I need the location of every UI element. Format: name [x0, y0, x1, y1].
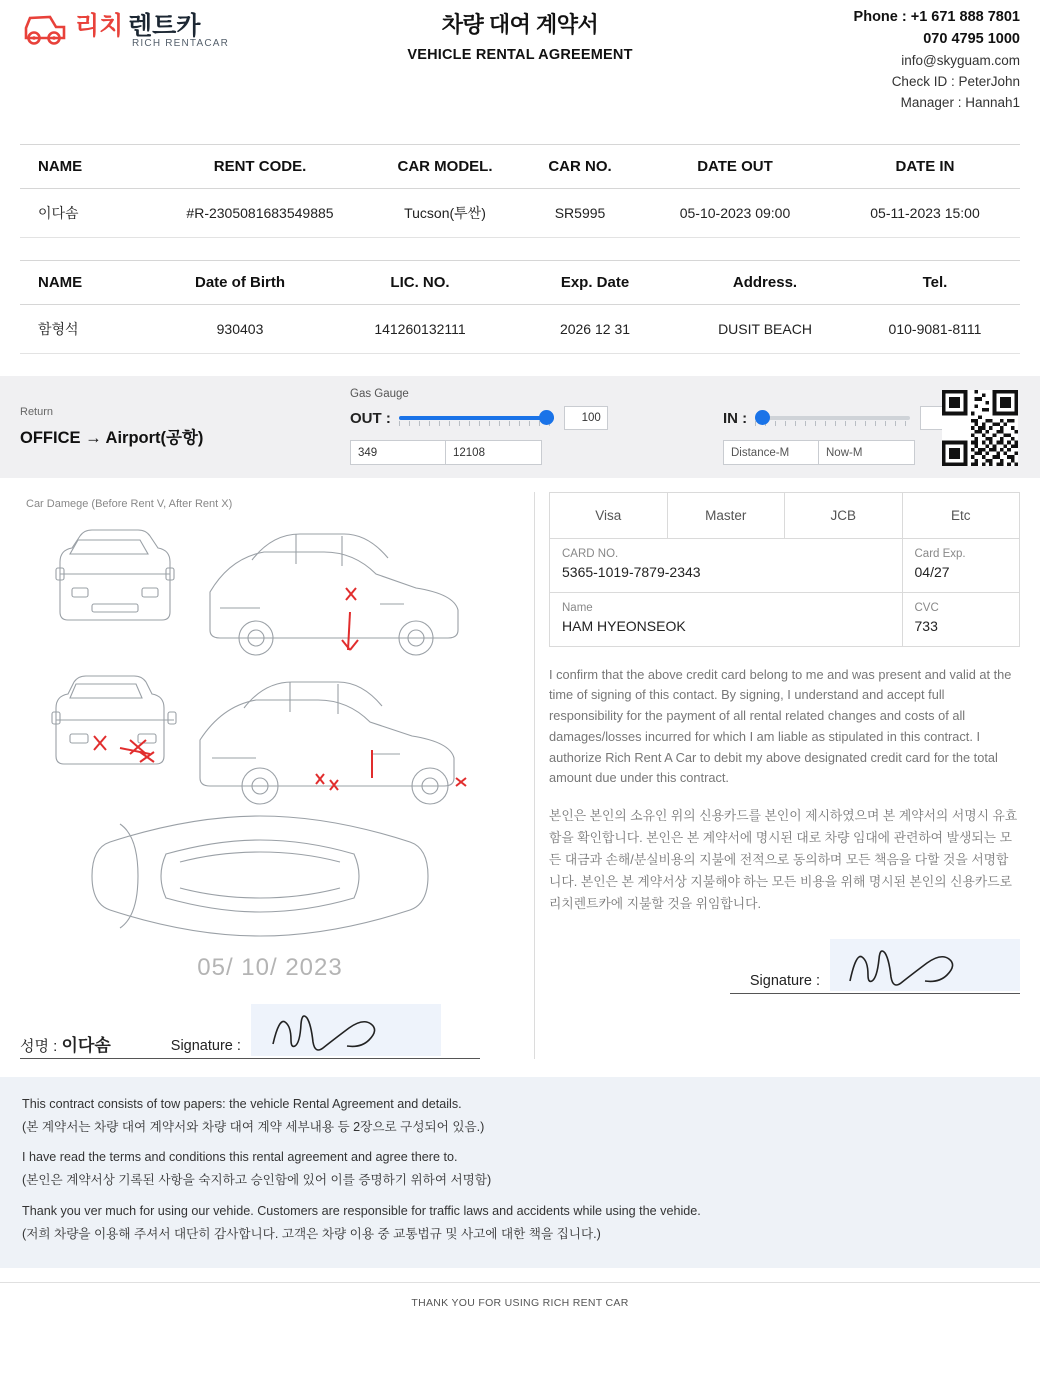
contact-email: info@skyguam.com	[901, 52, 1020, 68]
cell-tel: 010-9081-8111	[850, 304, 1020, 353]
cell-name: 이다솜	[20, 188, 150, 237]
out-gauge-slider[interactable]	[399, 410, 554, 426]
return-label: Return	[20, 405, 54, 418]
page-header	[0, 0, 1040, 114]
signature-underline-left	[20, 1058, 480, 1059]
terms-group-2	[22, 1148, 1018, 1190]
column-divider	[534, 492, 535, 1059]
gas-out-section	[350, 388, 655, 465]
brand-visa[interactable]: Visa	[550, 492, 668, 538]
gas-out-row	[350, 406, 655, 430]
card-number-row	[550, 538, 1020, 592]
table-row	[20, 304, 1020, 353]
out-label: OUT :	[350, 409, 391, 427]
signer-name: 이다솜	[61, 1035, 111, 1055]
slider-ticks	[399, 421, 554, 426]
terms-block	[0, 1077, 1040, 1268]
signature-label: Signature :	[170, 1037, 241, 1054]
col-rent-code: RENT CODE.	[150, 144, 370, 188]
tables-wrap	[0, 144, 1040, 354]
terms-1-ko: (본 계약서는 차량 대여 계약서와 차량 대여 계약 세부내용 등 2장으로 구성되어 있음.)	[22, 1119, 485, 1134]
gas-gauge-band	[0, 376, 1040, 478]
out-fields	[350, 440, 655, 465]
card-exp-value[interactable]: 04/27	[914, 563, 950, 580]
svg-text:렌트카: 렌트카	[128, 12, 201, 40]
terms-2-en: I have read the terms and conditions this rental agreement and agree there to.	[22, 1150, 458, 1165]
damage-label: Car Damege (Before Rent V, After Rent X)	[26, 497, 233, 510]
card-name-label: Name	[562, 601, 593, 614]
card-no-value[interactable]: 5365-1019-7879-2343	[562, 563, 701, 580]
card-signature-label: Signature :	[749, 973, 820, 990]
slider-fill	[399, 416, 554, 420]
cvc-label: CVC	[914, 601, 939, 614]
card-name-cell	[550, 592, 903, 646]
card-exp-cell	[902, 538, 1020, 592]
out-distance-field[interactable]: 349	[350, 440, 446, 465]
gas-gauge-label: Gas Gauge	[350, 388, 409, 401]
cell-dob: 930403	[150, 304, 330, 353]
signature-pad-right[interactable]	[830, 939, 1020, 991]
contact-phone: Phone : +1 671 888 7801	[853, 9, 1020, 25]
card-signature-row	[549, 939, 1020, 991]
card-brand-row	[550, 492, 1020, 538]
signer-block	[20, 1031, 111, 1056]
slider-track	[755, 416, 910, 420]
return-info	[20, 406, 350, 448]
damage-date: 05/ 10/ 2023	[197, 953, 343, 981]
page-title-en: VEHICLE RENTAL AGREEMENT	[407, 47, 633, 63]
cell-exp-date: 2026 12 31	[510, 304, 680, 353]
card-cvc-cell	[902, 592, 1020, 646]
svg-text:RICH RENTACAR: RICH RENTACAR	[132, 38, 230, 49]
col-dob: Date of Birth	[150, 260, 330, 304]
damage-section	[20, 492, 520, 1059]
main-body	[0, 478, 1040, 1059]
terms-3-ko: (저희 차량을 이용해 주셔서 대단히 감사합니다. 고객은 차량 이용 중 교통법규 및 사고에 대한 책을 집니다.)	[22, 1227, 601, 1242]
card-no-label: CARD NO.	[562, 547, 619, 560]
col-date-out: DATE OUT	[640, 144, 830, 188]
payment-section	[549, 492, 1020, 1059]
col-driver-name: NAME	[20, 260, 150, 304]
confirmation-text-ko: 본인은 본인의 소유인 위의 신용카드를 본인이 제시하였으며 본 계약서의 서명시 유효함을 확인합니다. 본인은 본 계약서에 명시된 대로 차량 임대에 관련하여 발생되는 모든 대금과 손해/분실비용의 지불에 전적으로 동의하며 모든 책음을 다할 것을 서명합니다. 본인은 본 계약서상 지불해야 하는 모든 비용을 위해 명시된 본인의 신용카드로 리치렌트카에 지불할 것을 위임합니다.	[549, 808, 1018, 912]
signature-underline-right	[730, 993, 1020, 994]
check-id: Check ID : PeterJohn	[891, 73, 1020, 89]
confirmation-text-en: I confirm that the above credit card belong to me and was present and valid at the time of signing of this contact. By signing, I understand and accept full responsibility for the payment of all rental related changes and costs of all damages/losses incurred for which I am liable as stipulated in this contract. I authorize Rich Rent A Car to debit my above designated credit card for the total amount due under this contract.	[549, 666, 1012, 786]
table-row	[20, 188, 1020, 237]
brand-etc[interactable]: Etc	[902, 492, 1020, 538]
col-lic-no: LIC. NO.	[330, 260, 510, 304]
cell-car-no: SR5995	[520, 188, 640, 237]
slider-knob[interactable]	[539, 410, 554, 425]
rental-info-table	[20, 144, 1020, 238]
brand-jcb[interactable]: JCB	[785, 492, 903, 538]
terms-1-en: This contract consists of tow papers: the vehicle Rental Agreement and details.	[22, 1096, 462, 1111]
col-date-in: DATE IN	[830, 144, 1020, 188]
contact-block	[805, 6, 1020, 114]
card-exp-label: Card Exp.	[914, 547, 966, 560]
cell-date-in: 05-11-2023 15:00	[830, 188, 1020, 237]
in-label: IN :	[723, 409, 748, 427]
cell-date-out: 05-10-2023 09:00	[640, 188, 830, 237]
col-car-model: CAR MODEL.	[370, 144, 520, 188]
in-now-field[interactable]: Now-M	[819, 440, 915, 465]
svg-text:리치: 리치	[75, 12, 124, 40]
card-no-cell	[550, 538, 903, 592]
cell-car-model: Tucson(투싼)	[370, 188, 520, 237]
title-block	[235, 6, 805, 63]
cell-rent-code: #R-2305081683549885	[150, 188, 370, 237]
credit-card-table	[549, 492, 1020, 647]
cell-driver-name: 함형석	[20, 304, 150, 353]
cvc-value[interactable]: 733	[914, 617, 938, 634]
signature-pad-left[interactable]	[251, 1004, 441, 1056]
terms-group-3	[22, 1202, 1018, 1244]
col-exp-date: Exp. Date	[510, 260, 680, 304]
card-name-value[interactable]: HAM HYEONSEOK	[562, 617, 686, 634]
terms-2-ko: (본인은 계약서상 기록된 사항을 숙지하고 승인함에 있어 이를 증명하기 위하여 서명함)	[22, 1173, 492, 1188]
return-value: OFFICE → Airport(공항)	[20, 428, 204, 447]
col-car-no: CAR NO.	[520, 144, 640, 188]
in-gauge-slider[interactable]	[755, 410, 910, 426]
contact-phone2: 070 4795 1000	[923, 31, 1020, 48]
terms-group-1	[22, 1095, 1018, 1137]
col-tel: Tel.	[850, 260, 1020, 304]
customer-signature-row	[20, 1004, 520, 1056]
driver-info-table	[20, 260, 1020, 354]
out-odometer-field[interactable]: 12108	[446, 440, 542, 465]
col-name: NAME	[20, 144, 150, 188]
slider-ticks	[755, 421, 910, 426]
out-value-box[interactable]: 100	[564, 406, 608, 430]
car-diagrams[interactable]	[20, 512, 520, 952]
manager: Manager : Hannah1	[900, 94, 1020, 110]
page-title-ko: 차량 대여 계약서	[441, 12, 599, 37]
cell-address: DUSIT BEACH	[680, 304, 850, 353]
cell-lic-no: 141260132111	[330, 304, 510, 353]
terms-3-en: Thank you ver much for using our vehide. Customers are responsible for traffic laws and accidents while using the vehide.	[22, 1204, 701, 1219]
brand-master[interactable]: Master	[667, 492, 785, 538]
signer-label: 성명 :	[20, 1037, 58, 1055]
table-header-row	[20, 144, 1020, 188]
in-distance-field[interactable]: Distance-M	[723, 440, 819, 465]
card-name-row	[550, 592, 1020, 646]
col-address: Address.	[680, 260, 850, 304]
qr-code	[942, 390, 1018, 469]
table-header-row	[20, 260, 1020, 304]
company-logo	[20, 6, 235, 50]
footer-thanks: THANK YOU FOR USING RICH RENT CAR	[411, 1297, 629, 1310]
